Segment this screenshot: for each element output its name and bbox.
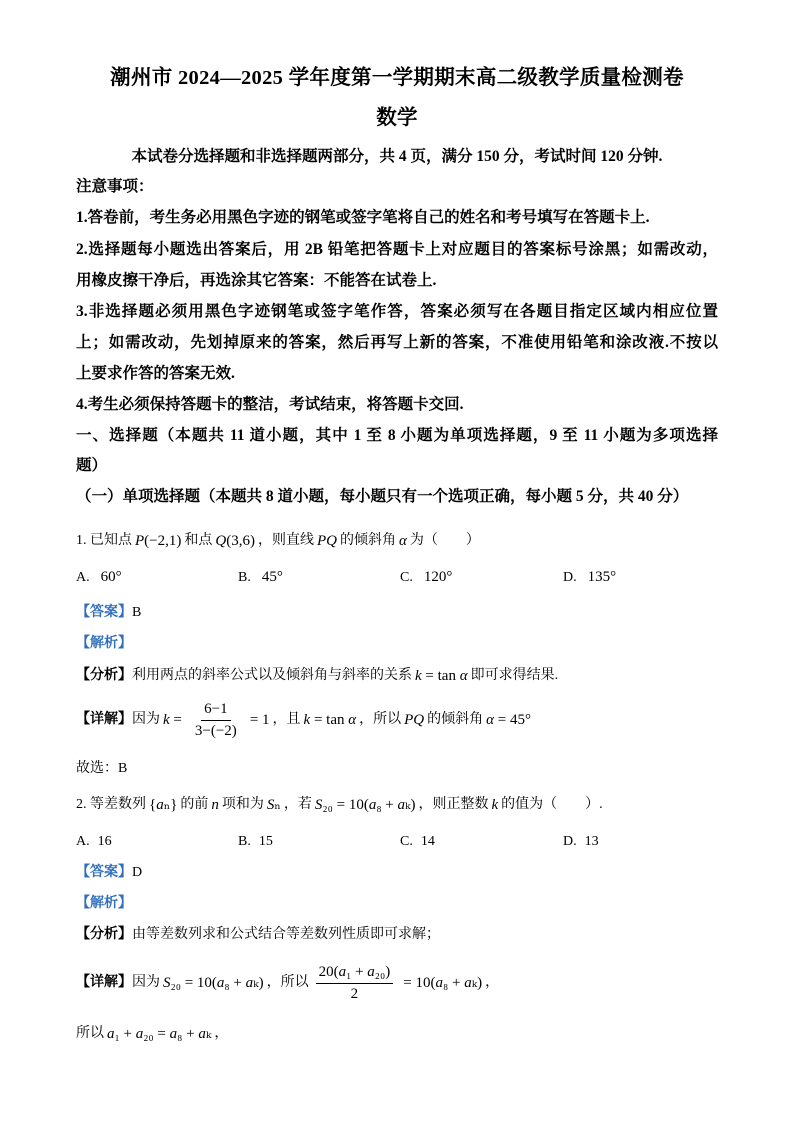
fraction-numerator: 6−1 bbox=[201, 700, 230, 721]
notice-line: 用橡皮擦干净后，再选涂其它答案：不能答在试卷上. bbox=[76, 272, 437, 289]
option-letter: A. bbox=[76, 570, 90, 585]
option-value: 15 bbox=[258, 834, 273, 849]
stem-text: ，若 bbox=[283, 797, 312, 812]
solution-label: 【解析】 bbox=[76, 896, 132, 911]
stem-text: 2. 等差数列 bbox=[76, 797, 146, 812]
detail-text: ， bbox=[485, 975, 500, 990]
subsection-heading: （一）单项选择题（本题共 8 道小题，每小题只有一个选项正确，每小题 5 分，共 40 分） bbox=[76, 488, 689, 505]
notice-line: 2.选择题每小题选出答案后，用 2B 铅笔把答题卡上对应题目的答案标号涂黑；如需改动， bbox=[76, 241, 718, 258]
analysis-math: k = tan α bbox=[415, 668, 468, 684]
analysis-label: 【分析】 bbox=[76, 927, 132, 942]
sum-fraction bbox=[313, 963, 397, 1004]
stem-text: 的前 bbox=[180, 797, 209, 812]
question-2-stem bbox=[76, 790, 718, 820]
detail-text: 所以 bbox=[76, 1026, 104, 1041]
stem-math: α bbox=[398, 533, 407, 549]
detail-math: k = bbox=[163, 712, 182, 728]
option-a bbox=[76, 827, 112, 857]
stem-text: 为（ ） bbox=[409, 533, 480, 548]
question-1-analysis bbox=[76, 661, 718, 691]
fraction-denominator: 3−(−2) bbox=[194, 722, 237, 739]
exam-intro: 本试卷分选择题和非选择题两部分，共 4 页，满分 150 分，考试时间 120 分钟. bbox=[131, 148, 663, 165]
section-heading: 一、选择题（本题共 11 道小题，其中 1 至 8 小题为单项选择题，9 至 11 小题为多项选择 bbox=[76, 427, 718, 444]
notice-heading: 注意事项： bbox=[76, 178, 154, 195]
option-b bbox=[238, 562, 286, 593]
question-2-solution-label bbox=[76, 889, 718, 919]
question-2-detail bbox=[76, 960, 718, 1006]
detail-text: ，所以 bbox=[266, 975, 309, 990]
option-letter: B. bbox=[238, 834, 251, 849]
analysis-text: 由等差数列求和公式结合等差数列性质即可求解； bbox=[132, 927, 440, 942]
answer-label: 【答案】 bbox=[76, 605, 132, 620]
stem-text: 的值为（ ）. bbox=[501, 797, 603, 812]
question-2-detail-continued bbox=[76, 1019, 718, 1049]
option-a bbox=[76, 562, 125, 593]
option-value: 120° bbox=[423, 569, 453, 585]
stem-math: PQ bbox=[316, 533, 337, 549]
stem-math: Sₙ bbox=[266, 797, 281, 813]
question-1-answer bbox=[76, 598, 718, 628]
detail-math: α = 45° bbox=[486, 712, 531, 728]
option-b bbox=[238, 827, 273, 857]
stem-text: 的倾斜角 bbox=[339, 533, 396, 548]
answer-label: 【答案】 bbox=[76, 865, 132, 880]
analysis-text: 即可求得结果. bbox=[470, 668, 559, 683]
question-1-conclusion: 故选：B bbox=[76, 761, 128, 776]
solution-label: 【解析】 bbox=[76, 636, 132, 651]
detail-math: PQ bbox=[404, 712, 425, 728]
question-1-solution-label bbox=[76, 629, 718, 659]
stem-math: Q(3,6) bbox=[215, 533, 255, 549]
option-letter: A. bbox=[76, 834, 90, 849]
detail-text: 因为 bbox=[132, 712, 160, 727]
question-2-options bbox=[76, 827, 718, 857]
detail-label: 【详解】 bbox=[76, 712, 132, 727]
detail-text: 的倾斜角 bbox=[427, 712, 484, 727]
question-1-stem bbox=[76, 526, 718, 556]
stem-math: {aₙ} bbox=[149, 797, 178, 813]
section-heading-continued: 题） bbox=[76, 457, 108, 474]
answer-value: B bbox=[132, 605, 142, 620]
notice-line: 3.非选择题必须用黑色字迹钢笔或签字笔作答，答案必须写在各题目指定区域内相应位置 bbox=[76, 303, 718, 320]
question-2-analysis bbox=[76, 920, 718, 950]
fraction-denominator: 2 bbox=[350, 985, 359, 1002]
option-d bbox=[563, 562, 619, 593]
stem-math: S₂₀ = 10(a₈ + aₖ) bbox=[314, 797, 416, 813]
stem-math: P(−2,1) bbox=[135, 533, 182, 549]
detail-text: ，且 bbox=[272, 712, 301, 727]
detail-math: = 10(a₈ + aₖ) bbox=[403, 975, 483, 991]
option-letter: B. bbox=[238, 570, 251, 585]
analysis-label: 【分析】 bbox=[76, 668, 132, 683]
option-value: 135° bbox=[587, 569, 617, 585]
stem-text: ，则正整数 bbox=[418, 797, 489, 812]
answer-value: D bbox=[132, 865, 143, 880]
option-value: 16 bbox=[97, 834, 112, 849]
question-2-answer bbox=[76, 858, 718, 888]
analysis-text: 利用两点的斜率公式以及倾斜角与斜率的关系 bbox=[132, 668, 412, 683]
option-d bbox=[563, 827, 599, 857]
option-value: 45° bbox=[261, 569, 283, 585]
detail-text: ， bbox=[214, 1026, 229, 1041]
subject-title: 数学 bbox=[376, 107, 418, 129]
option-letter: C. bbox=[400, 834, 413, 849]
detail-math: a₁ + a₂₀ = a₈ + aₖ bbox=[107, 1026, 212, 1042]
option-letter: C. bbox=[400, 570, 413, 585]
stem-text: 1. 已知点 bbox=[76, 533, 132, 548]
detail-text: 因为 bbox=[132, 975, 160, 990]
notice-line: 4.考生必须保持答题卡的整洁，考试结束，将答题卡交回. bbox=[76, 396, 464, 413]
stem-text: 和点 bbox=[184, 533, 213, 548]
option-letter: D. bbox=[563, 570, 577, 585]
detail-text: ，所以 bbox=[359, 712, 402, 727]
stem-math: n bbox=[211, 797, 219, 813]
detail-math: S₂₀ = 10(a₈ + aₖ) bbox=[163, 975, 264, 991]
option-c bbox=[400, 562, 455, 593]
notice-line: 上要求作答的答案无效. bbox=[76, 365, 235, 382]
option-value: 60° bbox=[100, 569, 122, 585]
question-1-options bbox=[76, 562, 718, 592]
option-c bbox=[400, 827, 435, 857]
option-value: 14 bbox=[420, 834, 435, 849]
detail-math: = 1 bbox=[249, 712, 270, 728]
stem-math: k bbox=[491, 797, 499, 813]
stem-text: ，则直线 bbox=[257, 533, 314, 548]
detail-label: 【详解】 bbox=[76, 975, 132, 990]
notice-line: 上；如需改动，先划掉原来的答案，然后再写上新的答案，不准使用铅笔和涂改液.不按以 bbox=[76, 334, 718, 351]
notice-line: 1.答卷前，考生务必用黑色字迹的钢笔或签字笔将自己的姓名和考号填写在答题卡上. bbox=[76, 209, 650, 226]
question-1-detail bbox=[76, 697, 718, 743]
detail-math: k = tan α bbox=[303, 712, 357, 728]
option-value: 13 bbox=[584, 834, 599, 849]
slope-fraction bbox=[189, 700, 243, 741]
document-title: 潮州市 2024—2025 学年度第一学期期末高二级教学质量检测卷 bbox=[110, 67, 684, 89]
stem-text: 项和为 bbox=[221, 797, 264, 812]
option-letter: D. bbox=[563, 834, 577, 849]
fraction-numerator: 20(a₁ + a₂₀) bbox=[316, 963, 394, 984]
